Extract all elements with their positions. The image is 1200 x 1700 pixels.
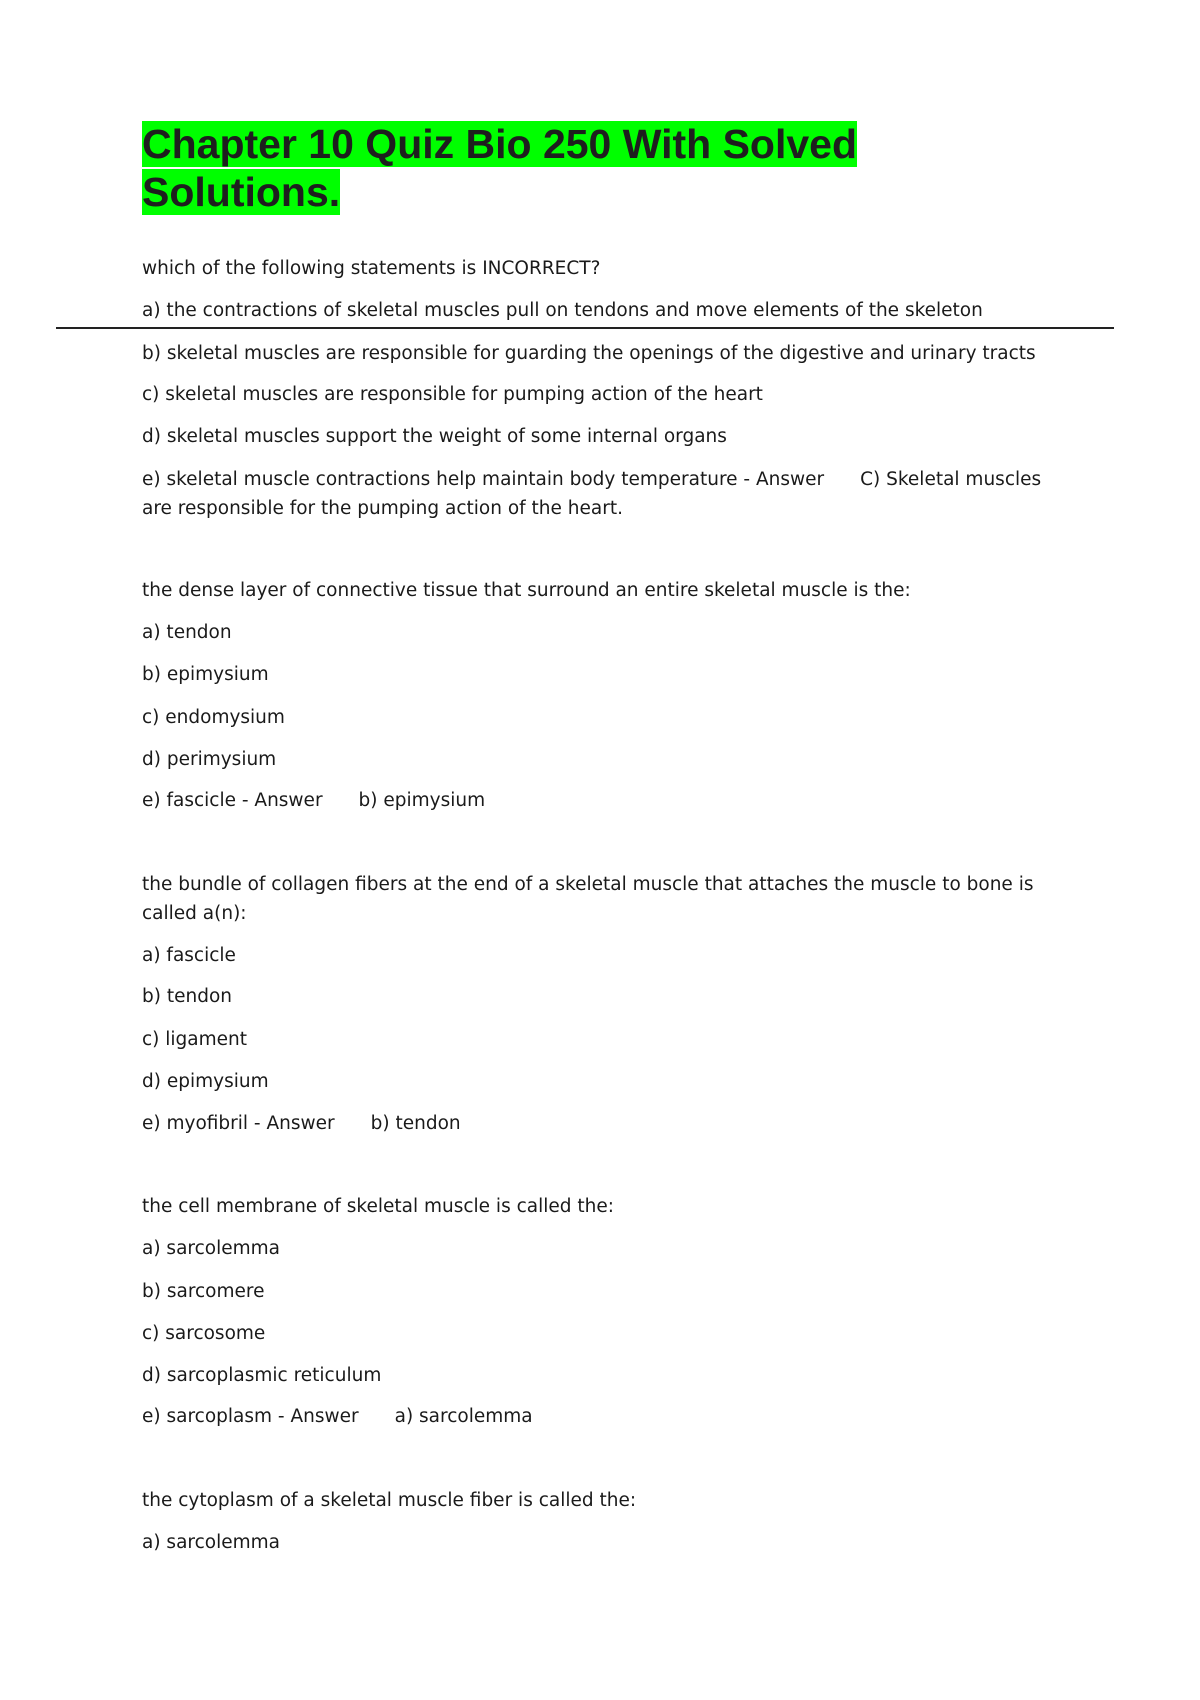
question-1-option-c: c) skeletal muscles are responsible for pumping action of the heart xyxy=(142,384,763,405)
question-1-prompt: which of the following statements is INCORRECT? xyxy=(142,258,601,279)
question-4-option-d: d) sarcoplasmic reticulum xyxy=(142,1365,382,1386)
horizontal-rule xyxy=(56,327,1114,329)
question-5-option-a: a) sarcolemma xyxy=(142,1532,281,1553)
question-2-option-e xyxy=(142,786,1082,815)
question-4-option-b: b) sarcomere xyxy=(142,1281,265,1302)
question-1-option-e-text: e) skeletal muscle contractions help maintain body temperature - Answer xyxy=(142,469,825,490)
question-1-option-e xyxy=(142,465,1072,523)
question-4-answer: a) sarcolemma xyxy=(394,1406,533,1427)
question-2-option-d: d) perimysium xyxy=(142,749,277,770)
title-highlight: Chapter 10 Quiz Bio 250 With Solved Solutions. xyxy=(142,121,857,215)
question-2-option-b: b) epimysium xyxy=(142,664,269,685)
question-3-option-c: c) ligament xyxy=(142,1029,248,1050)
question-3-option-b: b) tendon xyxy=(142,986,232,1007)
question-4-prompt: the cell membrane of skeletal muscle is called the: xyxy=(142,1196,614,1217)
question-1-option-b: b) skeletal muscles are responsible for guarding the openings of the digestive and urinary tracts xyxy=(142,343,1036,364)
question-3-answer: b) tendon xyxy=(370,1113,461,1134)
document-title xyxy=(142,120,1022,216)
question-3-option-a: a) fascicle xyxy=(142,945,236,966)
question-3-prompt: the bundle of collagen fibers at the end of a skeletal muscle that attaches the muscle to bone is called a(n): xyxy=(142,874,1034,924)
question-2-option-a: a) tendon xyxy=(142,622,232,643)
question-4-option-e xyxy=(142,1402,1082,1431)
question-2-prompt: the dense layer of connective tissue that surround an entire skeletal muscle is the: xyxy=(142,580,911,601)
question-4-option-a: a) sarcolemma xyxy=(142,1238,281,1259)
question-3-option-e-text: e) myofibril - Answer xyxy=(142,1113,335,1134)
question-1-option-a: a) the contractions of skeletal muscles pull on tendons and move elements of the skeleton xyxy=(142,300,983,321)
question-2-answer: b) epimysium xyxy=(358,790,486,811)
question-4-option-e-text: e) sarcoplasm - Answer xyxy=(142,1406,359,1427)
question-4-option-c: c) sarcosome xyxy=(142,1323,266,1344)
question-2-option-e-text: e) fascicle - Answer xyxy=(142,790,323,811)
question-1-option-d: d) skeletal muscles support the weight of some internal organs xyxy=(142,426,727,447)
question-3-option-e xyxy=(142,1109,1082,1138)
question-2-option-c: c) endomysium xyxy=(142,707,285,728)
question-5-prompt: the cytoplasm of a skeletal muscle fiber is called the: xyxy=(142,1490,637,1511)
question-1-answer: C) Skeletal muscles are responsible for the pumping action of the heart. xyxy=(142,469,1042,519)
question-3-option-d: d) epimysium xyxy=(142,1071,269,1092)
